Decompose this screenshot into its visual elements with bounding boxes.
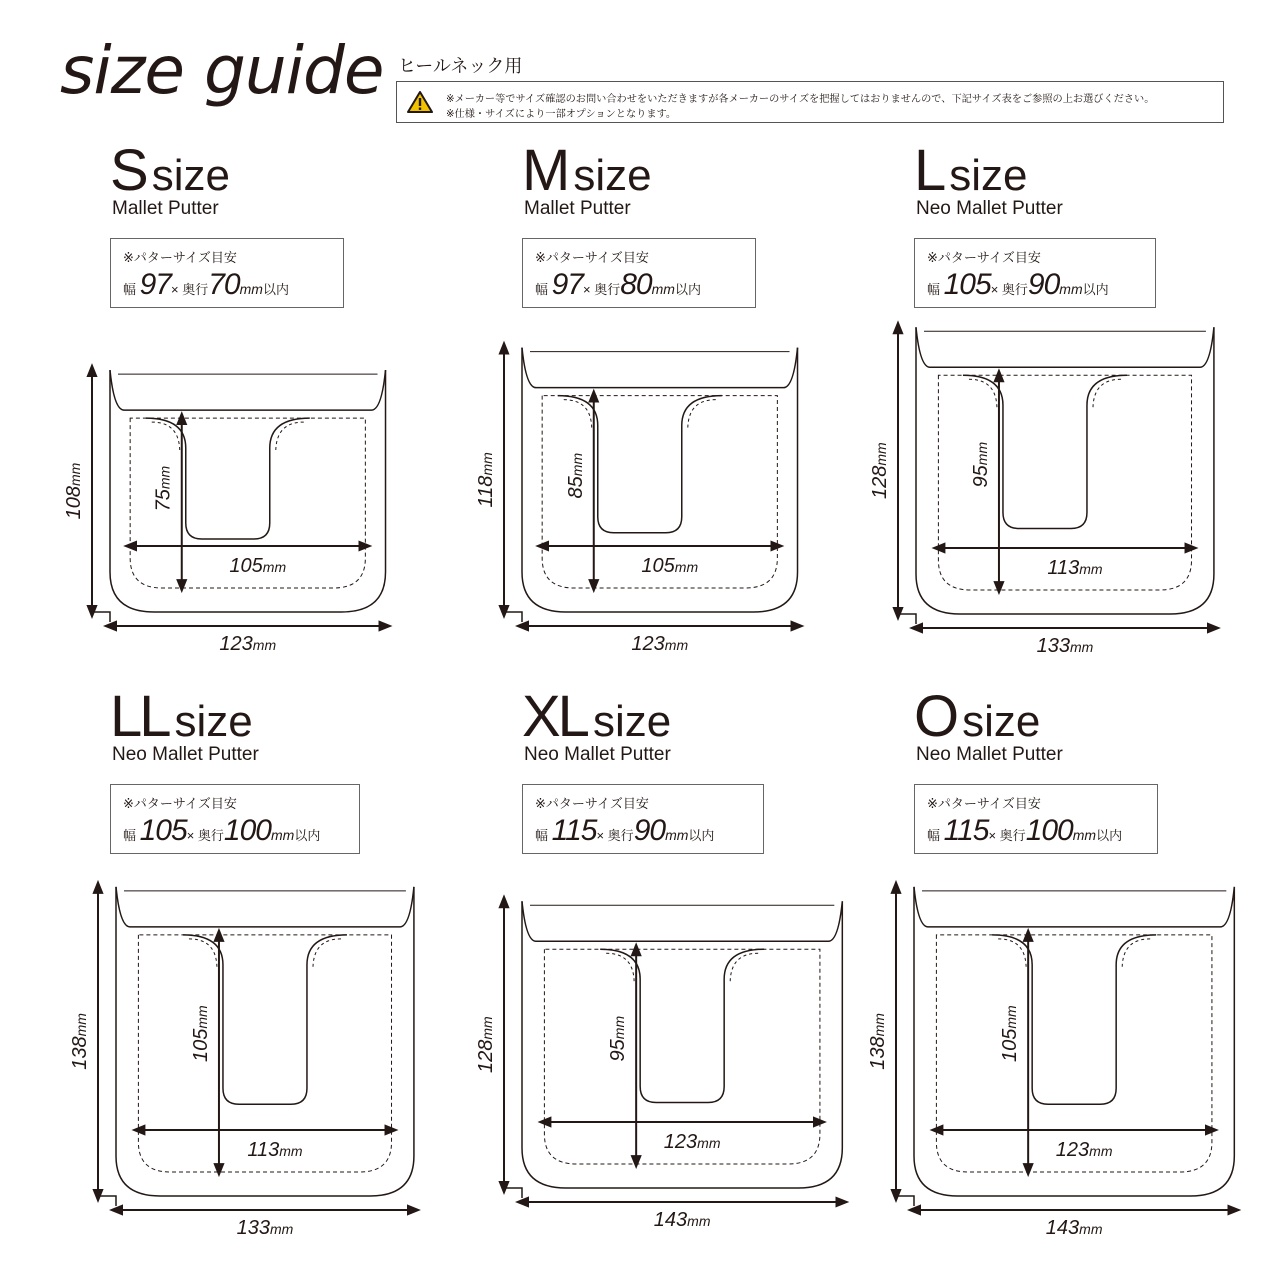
mm-unit: mm [1059,281,1083,297]
depth-label: 奥行 [182,282,209,297]
outer-width-label: 143mm [653,1209,711,1231]
size-letter: LL [110,684,169,749]
mm-unit: mm [1072,827,1097,843]
spec-note: ※パターサイズ目安 [927,250,1041,265]
size-card-s [63,138,510,682]
cover-diagram [475,142,922,702]
putter-width-value: 97 [139,268,171,301]
size-card-ll [69,684,510,1239]
mm-unit: mm [270,827,295,843]
spec-note: ※パターサイズ目安 [535,796,649,811]
inner-depth-label: 85mm [564,452,587,499]
cover-diagram [867,688,1280,1248]
putter-type: Neo Mallet Putter [916,744,1063,765]
inner-depth-label: 105mm [999,1005,1022,1063]
putter-width-value: 115 [551,814,597,847]
notice-line-1: ※メーカー等でサイズ確認のお問い合わせをいただきますが各メーカーのサイズを把握してはおりませんので、下記サイズ表をご参照の上お選びください。 [446,94,1155,105]
size-word: size [949,151,1028,200]
putter-width-value: 97 [551,268,583,301]
height-label: 128mm [475,1016,497,1073]
width-label: 幅 [927,828,944,843]
neck-stitch [189,939,341,969]
size-letter: S [110,138,146,203]
putter-depth-value: 90 [1027,268,1060,301]
outer-width-label: 123mm [219,633,277,655]
putter-type: Mallet Putter [524,198,631,219]
width-label: 幅 [535,282,552,297]
cover-rim [522,348,798,388]
neck-stitch [564,400,716,430]
times-sign: × [596,828,608,843]
putter-depth-value: 80 [620,268,652,301]
neck-stitch [152,422,304,452]
times-sign: × [583,282,595,297]
cover-diagram [869,142,1280,702]
size-word: size [151,151,230,200]
page-subtitle: ヒールネック用 [398,56,523,76]
inner-depth-label: 75mm [152,465,175,512]
spec-note: ※パターサイズ目安 [927,796,1041,811]
neck-stitch [969,379,1121,409]
times-sign: × [171,282,183,297]
spec-note: ※パターサイズ目安 [535,250,649,265]
width-label: 幅 [535,828,552,843]
size-letter: L [914,138,944,203]
putter-type: Neo Mallet Putter [524,744,671,765]
inner-width-label: 123mm [663,1131,721,1153]
cover-rim [110,370,386,410]
outer-width-label: 133mm [1036,635,1094,657]
putter-depth-value: 100 [223,814,271,847]
cover-diagram [63,142,510,702]
inner-width-label: 113mm [1047,557,1103,579]
mm-unit: mm [651,281,675,297]
inner-depth-label: 95mm [607,1015,630,1062]
inner-width-label: 105mm [641,555,699,577]
mm-unit: mm [665,827,689,843]
cover-rim [914,887,1234,927]
size-card-o [867,684,1280,1239]
putter-width-value: 115 [943,814,989,847]
spec-note: ※パターサイズ目安 [123,250,237,265]
times-sign: × [186,828,198,843]
within-label: 以内 [1096,828,1123,843]
size-letter: M [522,138,568,203]
size-word: size [174,697,253,746]
cover-diagram [475,688,922,1248]
page-title: size guide [60,32,384,109]
depth-label: 奥行 [1001,282,1028,297]
outer-width-label: 133mm [236,1217,294,1239]
notice-box [396,81,1224,123]
width-label: 幅 [123,828,140,843]
putter-depth-value: 70 [208,268,240,301]
within-label: 以内 [674,282,701,297]
size-word: size [962,697,1041,746]
times-sign: × [990,282,1002,297]
notice-line-2: ※仕様・サイズにより一部オプションとなります。 [446,109,677,120]
width-label: 幅 [123,282,140,297]
inner-panel [138,935,391,1172]
size-word: size [573,151,652,200]
putter-type: Neo Mallet Putter [916,198,1063,219]
depth-label: 奥行 [607,828,634,843]
mm-unit: mm [239,281,263,297]
inner-panel [936,935,1212,1172]
depth-label: 奥行 [594,282,621,297]
spec-note: ※パターサイズ目安 [123,796,237,811]
size-letter: XL [522,684,587,749]
height-label: 138mm [867,1013,889,1070]
within-label: 以内 [688,828,715,843]
neck-stitch [998,939,1150,969]
size-word: size [592,697,672,746]
height-label: 108mm [63,462,85,520]
within-label: 以内 [294,828,321,843]
inner-width-label: 123mm [1055,1139,1113,1161]
inner-depth-label: 95mm [969,441,992,488]
height-label: 138mm [69,1013,91,1070]
neck-stitch [606,953,758,983]
putter-type: Mallet Putter [112,198,219,219]
cover-rim [522,901,842,941]
size-card-xl [475,684,922,1231]
depth-label: 奥行 [197,828,224,843]
within-label: 以内 [1082,282,1109,297]
warning-icon [407,90,433,114]
height-label: 118mm [475,452,497,508]
outer-width-label: 123mm [631,633,689,655]
depth-label: 奥行 [999,828,1026,843]
size-card-l [869,138,1280,682]
width-label: 幅 [927,282,944,297]
times-sign: × [988,828,1000,843]
putter-depth-value: 90 [633,814,666,847]
cover-diagram [69,688,510,1248]
putter-depth-value: 100 [1025,814,1073,847]
size-letter: O [914,684,957,749]
height-label: 128mm [869,442,891,499]
outer-width-label: 143mm [1045,1217,1103,1239]
size-card-m [475,138,922,682]
inner-width-label: 113mm [247,1139,303,1161]
cover-rim [916,327,1214,367]
within-label: 以内 [262,282,289,297]
inner-width-label: 105mm [229,555,287,577]
cover-rim [116,887,414,927]
putter-width-value: 105 [139,814,187,847]
putter-width-value: 105 [943,268,991,301]
inner-depth-label: 105mm [189,1005,212,1063]
putter-type: Neo Mallet Putter [112,744,259,765]
